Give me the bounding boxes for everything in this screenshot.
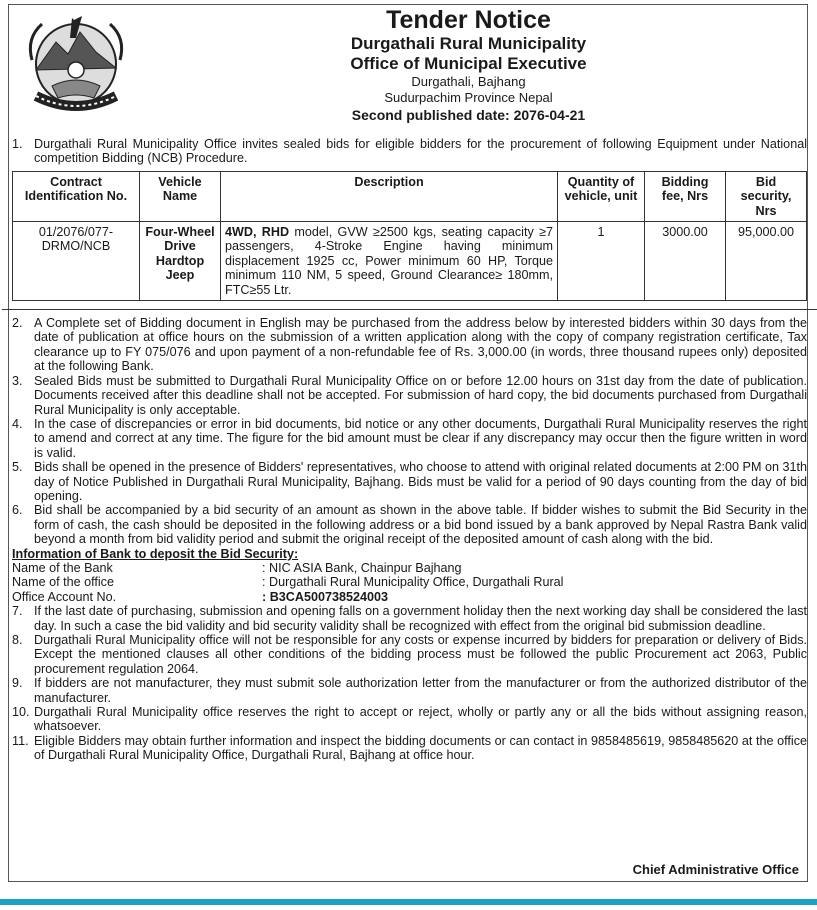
clause-number: 11.	[12, 733, 29, 748]
col-contract-id: Contract Identification No.	[13, 171, 140, 221]
account-label: Office Account No.	[12, 589, 117, 604]
signature: Chief Administrative Office	[632, 862, 799, 877]
clause-text: Bids shall be opened in the presence of Bidders' representatives, who choose to attend with original related documents at 2:00 PM on 31th day of Notice Published in Durgathali Rural Municipality, Bajhang. Bids must be valid for a period of 90 days counting from the day of bid opening.	[34, 460, 807, 503]
office-name-label: Name of the office	[12, 575, 114, 590]
col-description: Description	[221, 171, 558, 221]
clause-11	[12, 734, 807, 763]
clause-number: 8.	[12, 633, 23, 647]
clause-number: 5.	[12, 460, 23, 475]
clause-number: 2.	[12, 316, 23, 331]
clause-number: 10.	[12, 705, 30, 720]
notice-body	[12, 137, 807, 763]
clause-4	[12, 417, 807, 460]
clause-2	[12, 316, 807, 374]
clause-number: 6.	[12, 503, 23, 518]
bank-name-value: : NIC ASIA Bank, Chainpur Bajhang	[262, 560, 462, 575]
col-vehicle-name: Vehicle Name	[140, 171, 221, 221]
cell-bid-security: 95,000.00	[726, 222, 807, 301]
nepal-government-emblem-icon	[22, 8, 130, 116]
bank-name-label: Name of the Bank	[12, 560, 113, 575]
section-divider	[2, 309, 817, 310]
clause-number: 3.	[12, 373, 23, 388]
clause-number: 4.	[12, 416, 23, 431]
clause-text: Sealed Bids must be submitted to Durgathali Rural Municipality Office on or before 12.00 hours on 31st day from the date of publication. Documents received after this deadline shall not be accepted. For submission of hard copy, the bid documents purchased from Durgathali Rural Municipality is only acceptable.	[34, 373, 807, 417]
cell-vehicle-name: Four-Wheel Drive Hardtop Jeep	[140, 222, 221, 301]
description-text: model, GVW ≥2500 kgs, seating capacity ≥7 passengers, 4-Stroke Engine having minimum displacement 1925 cc, Power minimum 60 HP, Torque minimum 110 NM, 5 speed, Ground Clearance≥ 180mm, FTC≥55 Ltr.	[225, 225, 553, 297]
clause-text: Eligible Bidders may obtain further information and inspect the bidding documents or can contact in 9858485619, 9858485620 at the office of Durgathali Rural Municipality Office, Durgathali Rural, Bajhang at office hour.	[34, 733, 807, 763]
bank-name-row	[12, 561, 807, 575]
col-bid-security: Bid security, Nrs	[726, 171, 807, 221]
account-row	[12, 590, 807, 604]
office-name: Office of Municipal Executive	[350, 54, 587, 73]
address-line-1: Durgathali, Bajhang	[411, 74, 526, 89]
cell-bidding-fee: 3000.00	[645, 222, 726, 301]
clause-7	[12, 604, 807, 633]
col-quantity: Quantity of vehicle, unit	[558, 171, 645, 221]
published-date: Second published date: 2076-04-21	[351, 107, 586, 123]
cell-description	[221, 222, 558, 301]
bottom-accent-bar	[0, 899, 817, 905]
office-name-row	[12, 575, 807, 589]
clause-number: 9.	[12, 676, 23, 691]
description-bold: 4WD, RHD	[225, 225, 290, 240]
col-bidding-fee: Bidding fee, Nrs	[645, 171, 726, 221]
clause-text: If bidders are not manufacturer, they must submit sole authorization letter from the manufacturer or from the authorized distributor of the manufacturer.	[34, 676, 807, 705]
clause-6	[12, 503, 807, 546]
clause-number: 7.	[12, 604, 23, 619]
office-name-value: : Durgathali Rural Municipality Office, Durgathali Rural	[262, 575, 564, 590]
address-line-2: Sudurpachim Province Nepal	[384, 90, 553, 105]
clause-9	[12, 676, 807, 705]
clause-text: In the case of discrepancies or error in bid documents, bid notice or any other documents, Durgathali Rural Municipality reserves the right to amend and correct at any time. The figure for the bid amount must be clear if any discrepancy may occur then the figure written in word is valid.	[34, 416, 807, 460]
clause-1	[12, 137, 807, 166]
table-row	[13, 222, 807, 301]
clause-text: Bid shall be accompanied by a bid security of an amount as shown in the above table. If bidder wishes to submit the Bid Security in the form of cash, the cash should be deposited in the following address or a bid bond issued by a bank approved by Nepal Rastra Bank valid beyond a month from bid validity period and submit the original receipt of the deposited amount of cash along with the bid.	[34, 503, 807, 547]
clause-text: A Complete set of Bidding document in English may be purchased from the address below by interested bidders within 30 days from the date of publication at office hours on the submission of a written application along with the copy of company registration certificate, Tax clearance up to FY 075/076 and upon payment of a non-refundable fee of Rs. 3,000.00 (in words, three thousand rupees only) deposited at the following Bank.	[34, 316, 807, 374]
clause-number: 1.	[12, 137, 23, 151]
municipality-name: Durgathali Rural Municipality	[350, 34, 587, 53]
clause-5	[12, 460, 807, 503]
notice-header	[140, 6, 797, 124]
clause-text: Durgathali Rural Municipality office will not be responsible for any costs or expense incurred by bidders for preparation or delivery of Bids. Except the mentioned clauses all other conditions of the bidding process must be followed the public Procurement act 2063, Public procurement regulation 2064.	[34, 633, 807, 676]
clause-text: Durgathali Rural Municipality Office invites sealed bids for eligible bidders for the procurement of following Equipment under National competition Bidding (NCB) Procedure.	[34, 137, 807, 166]
account-value: : B3CA500738524003	[262, 589, 389, 604]
clause-text: Durgathali Rural Municipality office reserves the right to accept or reject, wholly or partly any or all the bids without assigning reason, whatsoever.	[34, 705, 807, 734]
cell-contract-id: 01/2076/077-DRMO/NCB	[13, 222, 140, 301]
clause-10	[12, 705, 807, 734]
bank-info-heading: Information of Bank to deposit the Bid Security:	[12, 546, 299, 561]
procurement-table	[12, 171, 807, 301]
notice-title: Tender Notice	[386, 6, 551, 34]
clause-3	[12, 374, 807, 417]
clause-8	[12, 633, 807, 676]
cell-quantity: 1	[558, 222, 645, 301]
table-header-row	[13, 171, 807, 221]
clause-text: If the last date of purchasing, submission and opening falls on a government holiday then the next working day shall be considered the last day. In such a case the bid validity and bid security validity shall be recognized with effect from the original bid submission deadline.	[34, 604, 807, 633]
